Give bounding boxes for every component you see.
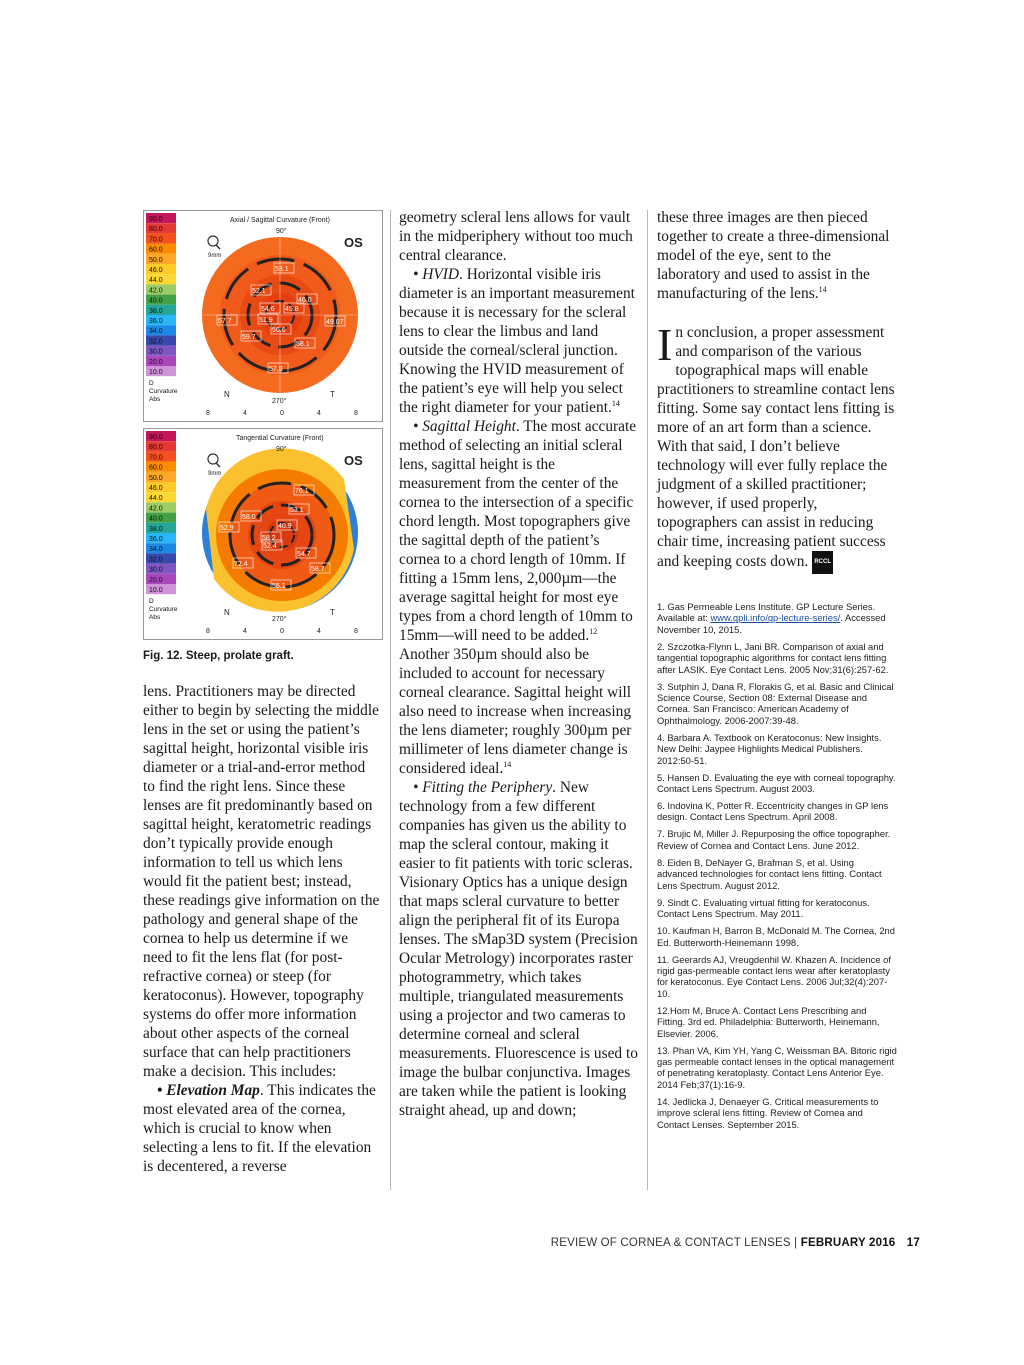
reading-value: 52.9 [220,525,234,532]
paragraph: geometry scleral lens allows for vault in the midperiphery without too much central clearance. [399,209,633,264]
scale-value: 80.0 [149,444,163,452]
scale-value: 30.0 [149,348,163,356]
reference-text: 9. Sindt C. Evaluating virtual fitting for keratoconus. Contact Lens Spectrum. May 2011. [657,896,870,920]
reference-text: 1. Gas Permeable Lens Institute. GP Lecture Series. Available at: [657,601,876,624]
zoom-label: 9mm [208,253,222,259]
citation: 14 [611,398,620,408]
degree-270: 270° [272,616,287,623]
reference-text: 10. Kaufman H, Barron B, McDonald M. The Cornea, 2nd Ed. Butterworth-Heinemann 1998. [657,925,895,948]
axial-map-svg [144,211,382,421]
scale-value: 20.0 [149,358,163,366]
reading-value: 76.1 [295,488,309,495]
paragraph-text: n conclusion, a proper assessment and comparison of the various topographical maps will enable practitioners to streamline contact lens fitting. Some say contact lens fitting is more of an art form than a science. With that said, I don’t believe technology will ever fully replace the judgment of a skilled practitioner; however, if used properly, topographers can assist in reducing chair time, increasing patient success and keeping costs down. [657,324,895,571]
citation: 14 [818,284,827,294]
color-scale [146,213,178,403]
reading-value: 52.4 [263,543,277,550]
reference-item [657,1005,897,1039]
axis-tick: 0 [280,410,284,417]
reference-item [657,772,897,795]
reading-value: 58.1 [296,341,310,348]
axis-tick: 8 [354,628,358,635]
reading-value: 58.7 [311,566,325,573]
scale-footer: Abs [149,396,161,403]
tangential-map-svg [144,429,382,639]
conclusion-paragraph [657,319,897,574]
bullet-periphery [399,778,639,1120]
temporal-label: T [330,390,335,399]
reference-link[interactable]: www.gpli.info/gp-lecture-series/ [710,612,841,624]
scale-value: 42.0 [149,505,163,513]
scale-value: 40.0 [149,297,163,305]
references-list [657,601,897,1136]
scale-value: 44.0 [149,277,163,285]
column-3 [657,208,897,574]
reading-value: 53.1 [275,266,289,273]
axis-tick: 4 [243,628,247,635]
scale-value: 36.0 [149,536,163,543]
reference-item [657,925,897,948]
scale-value: 34.0 [149,546,163,554]
map-title: Tangential Curvature (Front) [236,435,324,442]
scale-value: 60.0 [149,246,163,254]
reference-text: 3. Sutphin J, Dana R, Florakis G, et al. Basic and Clinical Science Course, Section 08: External Disease and Cornea. San Francisco: American Academy of Ophthalmology. 2006-2007:39-48. [657,680,894,726]
temporal-label: T [330,608,335,617]
column-2 [399,208,639,1120]
scale-footer: Abs [149,614,161,621]
scale-value: 46.0 [149,267,163,274]
scale-value: 36.0 [149,318,163,325]
scale-value: 90.0 [149,216,163,223]
bullet-hvid [399,265,639,417]
scale-value: 44.0 [149,495,163,503]
reference-item [657,800,897,823]
scale-value: 38.0 [149,307,163,315]
eye-label: OS [344,235,363,250]
reference-item [657,1045,897,1091]
journal-name: REVIEW OF CORNEA & CONTACT LENSES | [550,1237,798,1249]
reading-value: 59.7 [242,334,256,341]
reading-value: 54.7 [297,551,311,558]
citation: 14 [503,759,512,769]
reading-value: 45.8 [285,306,299,313]
eye-label: OS [344,453,363,468]
scale-value: 46.0 [149,485,163,492]
scale-value: 70.0 [149,236,163,244]
reference-text: 5. Hansen D. Evaluating the eye with corneal topography. Contact Lens Spectrum. August 2003. [657,771,896,795]
scale-value: 34.0 [149,328,163,336]
reference-item [657,732,897,766]
bullet-elevation [143,1081,381,1176]
reading-value: 52.1 [252,288,266,295]
reference-item [657,681,897,727]
topography-map-tangential [143,428,383,640]
axis-ticks [206,628,358,635]
reference-text: 2. Szczotka-Flynn L, Jani BR. Comparison of axial and tangential topographic algorithms for contact lens fitting after LASIK. Eye Contact Lens. 2005 Nov;31(6):257-62. [657,640,889,675]
scale-value: 40.0 [149,515,163,523]
bullet-heading: • Fitting the Periphery [413,779,553,796]
page-footer [551,1237,920,1249]
scale-footer: D [149,598,154,605]
reading-value: 46.0 [298,297,312,304]
axis-ticks [206,410,358,417]
color-scale [146,431,178,621]
figure-caption: Fig. 12. Steep, prolate graft. [143,650,294,662]
reading-value: 49.07 [326,319,344,326]
reference-text: 6. Indovina K, Potter R. Eccentricity changes in GP lens design. Contact Lens Spectrum. April 2008. [657,800,889,823]
reference-text: . Accessed November 10, 2015. [657,612,886,635]
topography-map-axial [143,210,383,422]
reference-item [657,1096,897,1130]
axis-tick: 8 [354,410,358,417]
scale-footer: Curvature [149,388,178,395]
axis-tick: 8 [206,628,210,635]
column-divider [647,210,648,1190]
degree-90: 90° [276,228,287,235]
reading-value: 58.0 [242,514,256,521]
nasal-label: N [224,608,230,617]
reading-value: 54.6 [261,306,275,313]
scale-value: 32.0 [149,556,163,564]
bullet-text: . Horizontal visible iris diameter is an important measurement because it is necessary for the scleral lens to clear the limbus and land outside the corneal/scleral junction. Knowing the HVID measurement of the patient’s eye will help you select the right diameter for your patient. [399,266,635,416]
magnifier-icon [208,236,220,249]
axis-tick: 4 [317,410,321,417]
scale-value: 70.0 [149,454,163,462]
scale-value: 50.0 [149,256,163,264]
zoom-label: 9mm [208,471,222,477]
drop-cap: I [657,319,673,370]
axis-tick: 4 [243,410,247,417]
issue-date: FEBRUARY 2016 [800,1237,896,1249]
reference-text: 8. Eiden B, DeNayer G, Brafman S, et al. Using advanced technologies for contact lens fitting. Contact Lens Spectrum. August 2012. [657,856,882,891]
paragraph-text: these three images are then pieced together to create a three-dimensional model of the eye, sent to the laboratory and used to assist in the manufacturing of the lens. [657,209,890,302]
reference-item [657,828,897,851]
bullet-text: Another 350µm should also be included to account for necessary corneal clearance. Sagittal height will also need to increase when increasing the lens diameter; roughly 300µm per millimeter of lens diameter change is considered ideal. [399,646,632,777]
scale-value: 20.0 [149,576,163,584]
paragraph: lens. Practitioners may be directed either to begin by selecting the middle lens in the set or using the patient’s sagittal height, horizontal visible iris diameter or a trial-and-error method to find the right lens. Since these lenses are fit predominantly based on sagittal height, keratometric readings don’t typically provide enough information to tell us which lens would fit the patient best; instead, these readings give information on the pathology and general shape of the cornea to help us determine if we need to fit the lens flat (for post-refractive cornea) or steep (for keratoconus). However, topography systems do offer more information about other aspects of the corneal surface that can help practitioners make a decision. This includes: [143,683,380,1080]
bullet-heading: • Elevation Map [157,1082,260,1099]
reference-item [657,857,897,891]
bullet-sagittal [399,417,639,778]
reference-item [657,954,897,1000]
rccl-logo-icon: RCCL [812,551,833,574]
scale-value: 90.0 [149,434,163,441]
reading-value: 40.9 [278,523,292,530]
degree-90: 90° [276,446,287,453]
bullet-heading: • HVID [413,266,459,283]
column-1 [143,682,381,1176]
nasal-label: N [224,390,230,399]
scale-value: 30.0 [149,566,163,574]
bullet-text: . The most accurate method of selecting an initial scleral lens, sagittal height is the measurement from the center of the cornea to the intersection of a specific chord length. Most topographers give the sagittal depth of the patient’s cornea to a chord length of 10mm. If fitting a 15mm lens, 2,000µm—the average sagittal height for most eye types from a chord length of 10mm to 15mm—will need to be added. [399,418,637,644]
reference-text: 11. Geerards AJ, Vreugdenhil W. Khazen A. Incidence of rigid gas-permeable contact lens wear after keratoplasty for keratoconus. Eye Contact Lens. 2006 Jul;32(4):207-10. [657,953,891,999]
paragraph [657,208,897,303]
reference-text: 12.Hom M, Bruce A. Contact Lens Prescribing and Fitting. 3rd ed. Philadelphia: Butterworth, Heinemann, Elsevier. 2006. [657,1004,880,1039]
scale-value: 32.0 [149,338,163,346]
axis-tick: 8 [206,410,210,417]
scale-value: 80.0 [149,226,163,234]
reference-text: 13. Phan VA, Kim YH, Yang C, Weissman BA. Bitoric rigid gas permeable contact lenses in the optical management of penetrating keratoplasty. Contact Lens Anterior Eye. 2014 Feb;37(1):16-9. [657,1044,897,1090]
bullet-text: . This indicates the most elevated area of the cornea, which is crucial to know when selecting a lens to fit. If the elevation is decentered, a reverse [143,1082,376,1175]
bullet-heading: • Sagittal Height [413,418,516,435]
reading-value: 58.2 [262,535,276,542]
reading-value: 57.8 [269,366,283,373]
page-number: 17 [906,1237,920,1249]
magnifier-icon [208,454,220,467]
scale-value: 50.0 [149,474,163,482]
reference-text: 14. Jedlicka J, Denaeyer G. Critical measurements to improve scleral lens fitting. Review of Cornea and Contact Lenses. September 2015. [657,1095,879,1130]
degree-270: 270° [272,398,287,405]
scale-value: 38.0 [149,525,163,533]
reading-value: 53.1 [290,507,304,514]
scale-value: 60.0 [149,464,163,472]
axis-tick: 0 [280,628,284,635]
citation: 12 [589,626,598,636]
scale-value: 10.0 [149,587,163,594]
reference-item [657,601,897,635]
reference-item [657,641,897,675]
reference-text: 4. Barbara A. Textbook on Keratoconus: New Insights. New Delhi: Jaypee Highlights Medical Publishers. 2012:50-51. [657,731,882,766]
reference-text: 7. Brujic M, Miller J. Repurposing the office topographer. Review of Cornea and Contact Lens. June 2012. [657,828,891,851]
reading-value: 56.6 [272,327,286,334]
scale-footer: D [149,380,154,387]
column-divider [390,210,391,1190]
reading-value: 57.7 [218,318,232,325]
axis-tick: 4 [317,628,321,635]
scale-value: 10.0 [149,369,163,376]
reading-value: 55.1 [272,583,286,590]
bullet-text: . New technology from a few different companies has given us the ability to map the scleral contour, making it easier to fit patients with toric scleras. Visionary Optics has a unique design that maps scleral curvature to better align the peripheral fit of its Europa lenses. The sMap3D system (Precision Ocular Metrology) incorporates raster photogrammetry, which takes multiple, triangulated measurements using a projector and two cameras to determine corneal and scleral measurements. Fluorescence is used to image the bulbar conjunctiva. Images are taken while the patient is looking straight ahead, up and down; [399,779,638,1119]
reading-value: 51.9 [259,317,273,324]
reference-item [657,897,897,920]
scale-footer: Curvature [149,606,178,613]
map-title: Axial / Sagittal Curvature (Front) [230,217,330,224]
reading-value: 72.4 [234,561,248,568]
scale-value: 42.0 [149,287,163,295]
